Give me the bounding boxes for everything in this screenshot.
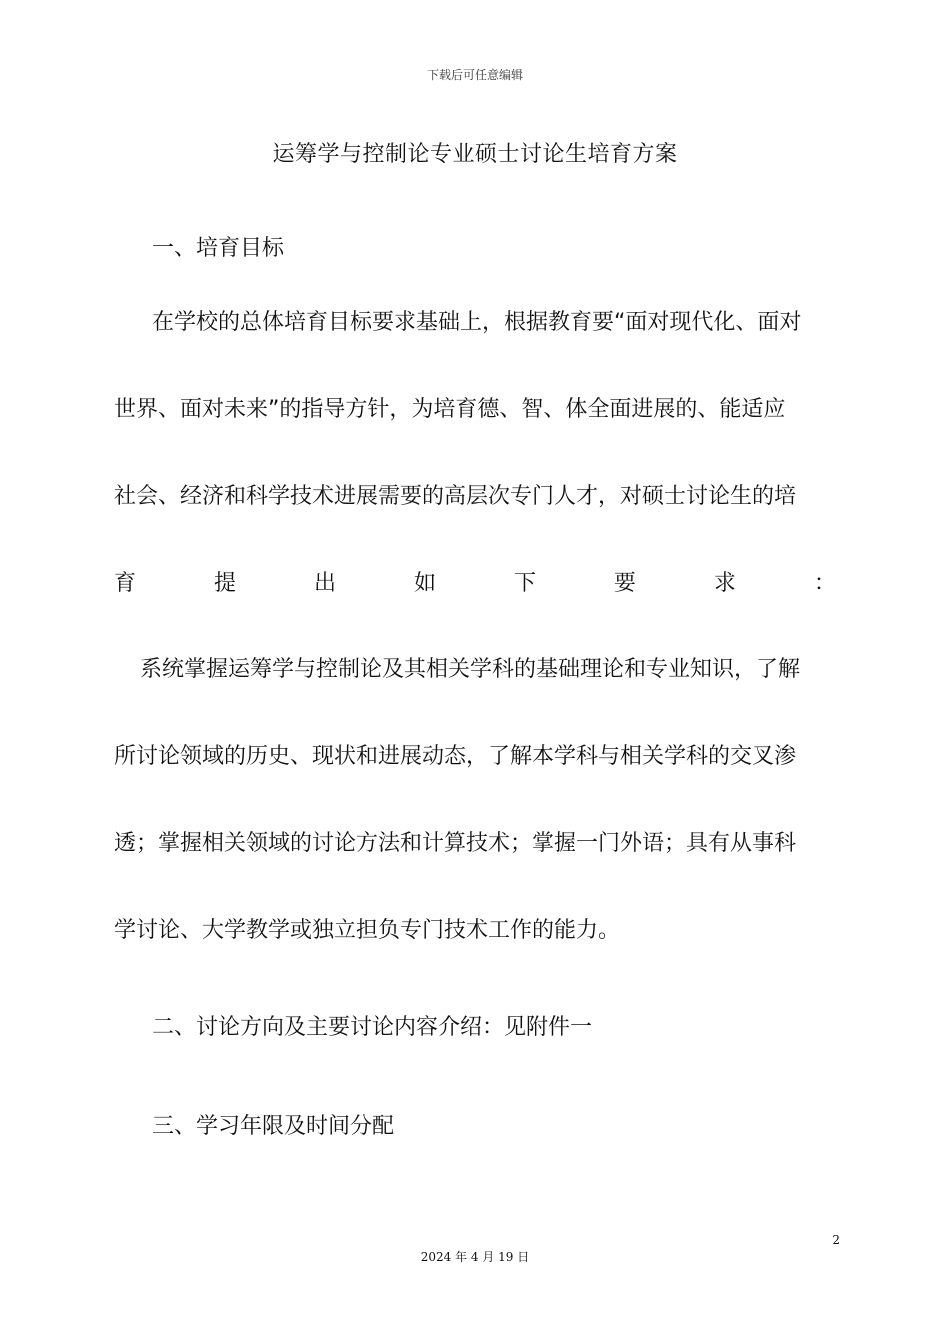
paragraph-line: 世界、面对未来”的指导方针，为培育德、智、体全面进展的、能适应 (114, 397, 786, 422)
paragraph-line: 在学校的总体培育目标要求基础上，根据教育要“面对现代化、面对 (152, 310, 802, 335)
justified-char: 求 (713, 571, 736, 596)
paragraph-line: 社会、经济和科学技术进展需要的高层次专门人才，对硕士讨论生的培 (114, 484, 797, 509)
paragraph-line: 系统掌握运筹学与控制论及其相关学科的基础理论和专业知识，了解 (140, 657, 801, 682)
document-title: 运筹学与控制论专业硕士讨论生培育方案 (272, 142, 678, 167)
justified-char: 出 (313, 571, 336, 596)
section-heading-1: 一、培育目标 (152, 236, 285, 261)
section-heading-2: 二、讨论方向及主要讨论内容介绍：见附件一 (152, 1015, 593, 1040)
paragraph-justified-line (114, 569, 836, 599)
section-heading-3: 三、学习年限及时间分配 (152, 1114, 395, 1139)
justified-char: 提 (213, 571, 236, 596)
footer-date: 2024 年 4 月 19 日 (420, 1250, 530, 1264)
paragraph-line: 透；掌握相关领域的讨论方法和计算技术；掌握一门外语；具有从事科 (114, 831, 797, 856)
paragraph-line: 所讨论领域的历史、现状和进展动态，了解本学科与相关学科的交叉渗 (114, 744, 797, 769)
justified-char: 要 (613, 571, 636, 596)
page-number: 2 (832, 1233, 840, 1247)
justified-char: 下 (513, 571, 536, 596)
header-note: 下载后可任意编辑 (426, 68, 523, 82)
justified-char: 育 (114, 571, 137, 596)
paragraph-line: 学讨论、大学教学或独立担负专门技术工作的能力。 (114, 918, 621, 943)
justified-char: ： (813, 571, 836, 596)
justified-char: 如 (413, 571, 436, 596)
